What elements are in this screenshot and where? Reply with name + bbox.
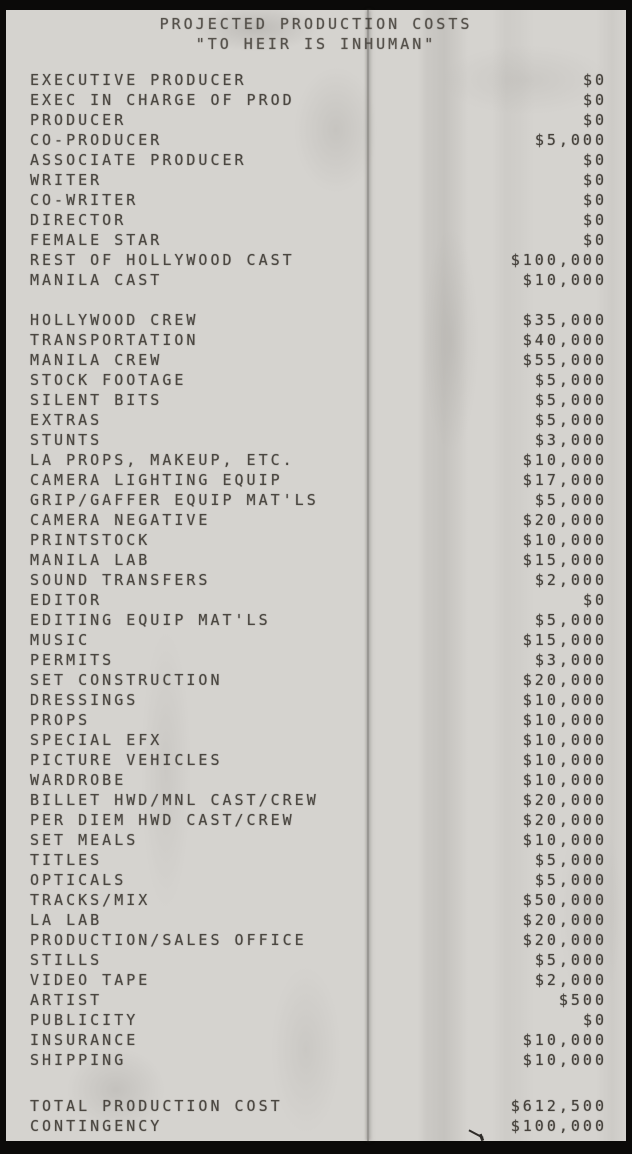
line-item-label: STILLS	[30, 951, 103, 969]
line-item-amount: $0	[582, 171, 607, 189]
line-item-amount: $20,000	[522, 671, 607, 689]
line-item-amount: $0	[582, 191, 607, 209]
budget-row	[30, 510, 607, 530]
budget-row	[30, 70, 607, 90]
line-item-amount: $5,000	[534, 371, 607, 389]
budget-row	[30, 150, 607, 170]
line-item-amount: $0	[582, 151, 607, 169]
line-item-amount: $10,000	[522, 271, 607, 289]
line-item-label: SILENT BITS	[30, 391, 163, 409]
line-item-label: INSURANCE	[30, 1031, 139, 1049]
budget-row	[30, 670, 607, 690]
line-item-label: REST OF HOLLYWOOD CAST	[30, 251, 295, 269]
budget-row	[30, 250, 607, 270]
budget-row	[30, 1050, 607, 1070]
budget-row	[30, 830, 607, 850]
budget-row	[30, 990, 607, 1010]
budget-row	[30, 330, 607, 350]
line-item-label: FEMALE STAR	[30, 231, 163, 249]
budget-row	[30, 130, 607, 150]
line-item-label: MANILA LAB	[30, 551, 151, 569]
line-item-amount: $5,000	[534, 411, 607, 429]
line-item-amount: $3,000	[534, 651, 607, 669]
line-item-amount: $0	[582, 211, 607, 229]
budget-row	[30, 1096, 607, 1116]
budget-row	[30, 570, 607, 590]
line-item-label: SPECIAL EFX	[30, 731, 163, 749]
line-item-amount: $5,000	[534, 611, 607, 629]
budget-row	[30, 750, 607, 770]
line-item-label: CO-PRODUCER	[30, 131, 163, 149]
line-item-amount: $35,000	[522, 311, 607, 329]
line-item-label: TITLES	[30, 851, 103, 869]
line-item-amount: $50,000	[522, 891, 607, 909]
line-item-label: ASSOCIATE PRODUCER	[30, 151, 247, 169]
budget-row	[30, 230, 607, 250]
budget-row	[30, 530, 607, 550]
budget-row	[30, 630, 607, 650]
budget-table	[6, 70, 626, 1136]
line-item-label: CO-WRITER	[30, 191, 139, 209]
page-subtitle: "TO HEIR IS INHUMAN"	[195, 35, 437, 53]
line-item-label: SET MEALS	[30, 831, 139, 849]
budget-row	[30, 970, 607, 990]
budget-row	[30, 490, 607, 510]
line-item-amount: $5,000	[534, 871, 607, 889]
line-item-label: PRODUCTION/SALES OFFICE	[30, 931, 307, 949]
line-item-label: PER DIEM HWD CAST/CREW	[30, 811, 295, 829]
budget-row	[30, 350, 607, 370]
line-item-amount: $500	[558, 991, 607, 1009]
line-item-amount: $2,000	[534, 971, 607, 989]
budget-row	[30, 770, 607, 790]
budget-row	[30, 270, 607, 290]
budget-row	[30, 1010, 607, 1030]
line-item-amount: $10,000	[522, 1031, 607, 1049]
line-item-label: LA PROPS, MAKEUP, ETC.	[30, 451, 295, 469]
document-header	[6, 10, 626, 54]
budget-row	[30, 210, 607, 230]
line-item-label: CAMERA LIGHTING EQUIP	[30, 471, 283, 489]
budget-row	[30, 810, 607, 830]
line-item-label: EXECUTIVE PRODUCER	[30, 71, 247, 89]
line-item-amount: $0	[582, 591, 607, 609]
budget-row	[30, 710, 607, 730]
line-item-amount: $0	[582, 91, 607, 109]
line-item-label: DIRECTOR	[30, 211, 127, 229]
line-item-label: PRINTSTOCK	[30, 531, 151, 549]
line-item-amount: $5,000	[534, 491, 607, 509]
budget-row	[30, 690, 607, 710]
budget-row	[30, 90, 607, 110]
line-item-label: CONTINGENCY	[30, 1117, 163, 1135]
budget-row	[30, 390, 607, 410]
line-item-amount: $10,000	[522, 831, 607, 849]
budget-row	[30, 850, 607, 870]
line-item-amount: $2,000	[534, 571, 607, 589]
line-item-label: HOLLYWOOD CREW	[30, 311, 199, 329]
budget-row	[30, 610, 607, 630]
line-item-label: MANILA CAST	[30, 271, 163, 289]
line-item-label: EXTRAS	[30, 411, 103, 429]
line-item-label: PRODUCER	[30, 111, 127, 129]
budget-row	[30, 910, 607, 930]
line-item-amount: $10,000	[522, 691, 607, 709]
budget-section	[30, 70, 607, 290]
line-item-amount: $10,000	[522, 731, 607, 749]
line-item-label: GRIP/GAFFER EQUIP MAT'LS	[30, 491, 319, 509]
line-item-amount: $20,000	[522, 911, 607, 929]
budget-row	[30, 470, 607, 490]
budget-row	[30, 550, 607, 570]
line-item-amount: $20,000	[522, 791, 607, 809]
budget-row	[30, 190, 607, 210]
line-item-amount: $5,000	[534, 391, 607, 409]
line-item-amount: $40,000	[522, 331, 607, 349]
line-item-label: SHIPPING	[30, 1051, 127, 1069]
line-item-label: BILLET HWD/MNL CAST/CREW	[30, 791, 319, 809]
budget-row	[30, 930, 607, 950]
line-item-label: STOCK FOOTAGE	[30, 371, 187, 389]
paper	[6, 10, 626, 1141]
line-item-label: MUSIC	[30, 631, 91, 649]
budget-row	[30, 170, 607, 190]
line-item-amount: $20,000	[522, 931, 607, 949]
line-item-label: LA LAB	[30, 911, 103, 929]
line-item-amount: $612,500	[510, 1097, 607, 1115]
budget-row	[30, 870, 607, 890]
line-item-amount: $15,000	[522, 551, 607, 569]
line-item-amount: $10,000	[522, 711, 607, 729]
line-item-amount: $0	[582, 1011, 607, 1029]
line-item-amount: $10,000	[522, 1051, 607, 1069]
budget-section	[30, 310, 607, 1070]
line-item-amount: $10,000	[522, 531, 607, 549]
line-item-label: EXEC IN CHARGE OF PROD	[30, 91, 295, 109]
line-item-amount: $100,000	[510, 251, 607, 269]
budget-row	[30, 790, 607, 810]
line-item-amount: $10,000	[522, 751, 607, 769]
line-item-amount: $17,000	[522, 471, 607, 489]
line-item-label: PUBLICITY	[30, 1011, 139, 1029]
budget-row	[30, 730, 607, 750]
budget-row	[30, 950, 607, 970]
line-item-label: EDITING EQUIP MAT'LS	[30, 611, 271, 629]
line-item-amount: $55,000	[522, 351, 607, 369]
line-item-label: WARDROBE	[30, 771, 127, 789]
line-item-label: TRACKS/MIX	[30, 891, 151, 909]
budget-row	[30, 370, 607, 390]
line-item-label: TOTAL PRODUCTION COST	[30, 1097, 283, 1115]
budget-row	[30, 650, 607, 670]
line-item-amount: $10,000	[522, 451, 607, 469]
budget-row	[30, 590, 607, 610]
line-item-label: PICTURE VEHICLES	[30, 751, 223, 769]
budget-row	[30, 1030, 607, 1050]
line-item-label: PROPS	[30, 711, 91, 729]
budget-row	[30, 410, 607, 430]
budget-row	[30, 430, 607, 450]
line-item-amount: $3,000	[534, 431, 607, 449]
budget-row	[30, 1116, 607, 1136]
line-item-amount: $15,000	[522, 631, 607, 649]
budget-row	[30, 310, 607, 330]
line-item-label: VIDEO TAPE	[30, 971, 151, 989]
line-item-amount: $20,000	[522, 511, 607, 529]
line-item-label: MANILA CREW	[30, 351, 163, 369]
line-item-amount: $10,000	[522, 771, 607, 789]
budget-row	[30, 110, 607, 130]
line-item-amount: $0	[582, 111, 607, 129]
line-item-label: WRITER	[30, 171, 103, 189]
line-item-amount: $5,000	[534, 851, 607, 869]
budget-section	[30, 1096, 607, 1136]
line-item-label: ARTIST	[30, 991, 103, 1009]
line-item-amount: $0	[582, 71, 607, 89]
line-item-amount: $20,000	[522, 811, 607, 829]
page-title: PROJECTED PRODUCTION COSTS	[159, 15, 473, 33]
line-item-label: CAMERA NEGATIVE	[30, 511, 211, 529]
line-item-amount: $5,000	[534, 951, 607, 969]
line-item-amount: $0	[582, 231, 607, 249]
line-item-amount: $5,000	[534, 131, 607, 149]
line-item-amount: $100,000	[510, 1117, 607, 1135]
line-item-label: STUNTS	[30, 431, 103, 449]
line-item-label: PERMITS	[30, 651, 115, 669]
line-item-label: EDITOR	[30, 591, 103, 609]
line-item-label: DRESSINGS	[30, 691, 139, 709]
budget-row	[30, 890, 607, 910]
budget-row	[30, 450, 607, 470]
line-item-label: SET CONSTRUCTION	[30, 671, 223, 689]
line-item-label: SOUND TRANSFERS	[30, 571, 211, 589]
fold-crease	[367, 10, 369, 1141]
line-item-label: OPTICALS	[30, 871, 127, 889]
line-item-label: TRANSPORTATION	[30, 331, 199, 349]
